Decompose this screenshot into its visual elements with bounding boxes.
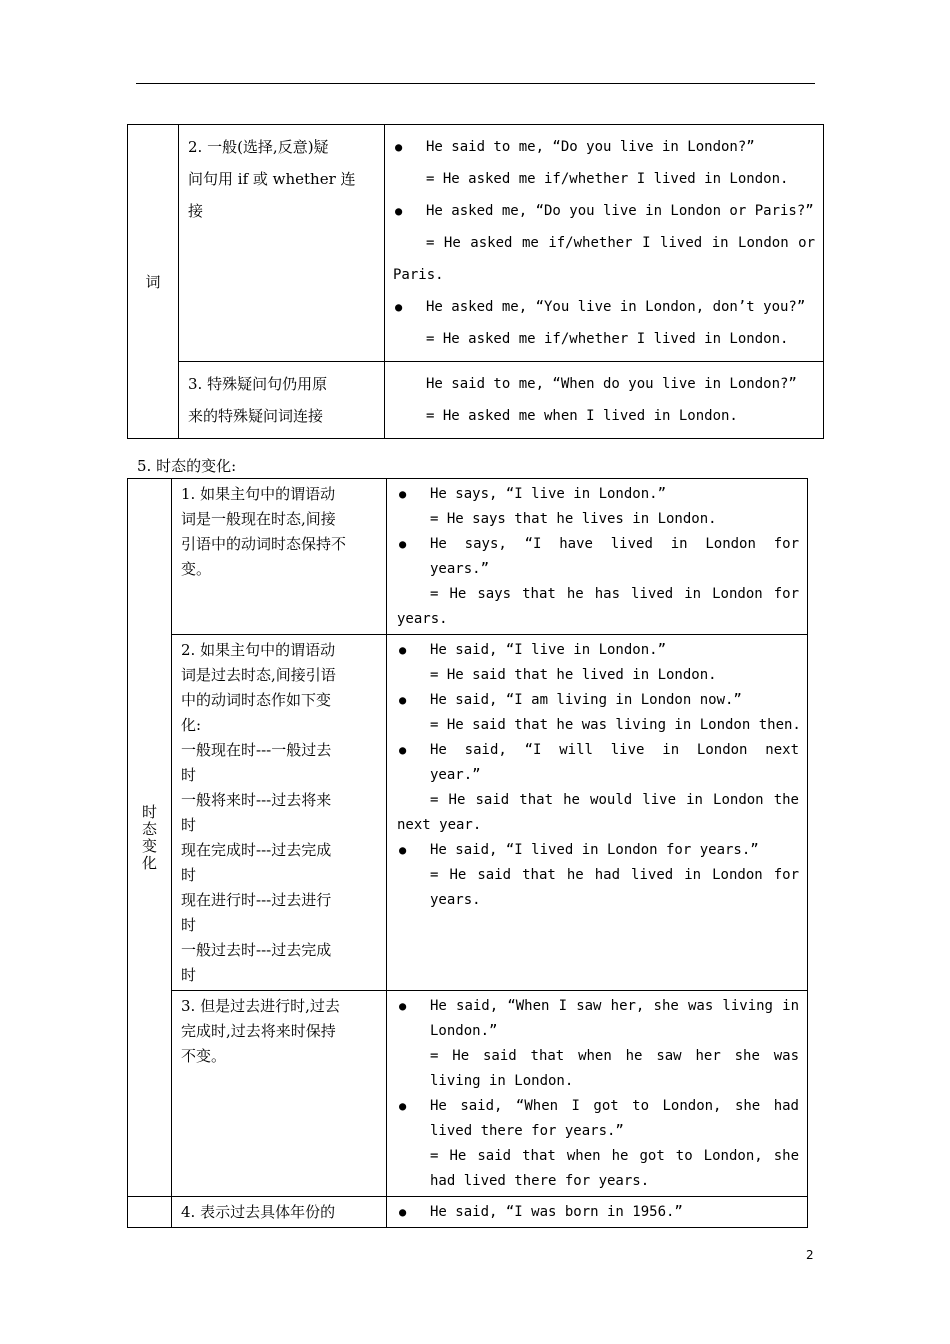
example-line: = He said that he would live in London the <box>430 792 799 808</box>
example-line: years. <box>430 892 481 908</box>
example-line: = He said that he had lived in London for <box>430 867 799 883</box>
example-line: = He asked me when I lived in London. <box>426 408 738 424</box>
rule-line: 变。 <box>181 560 212 578</box>
table-row <box>128 479 808 635</box>
rule-line: 中的动词时态作如下变 <box>181 691 332 709</box>
example-line: had lived there for years. <box>430 1173 650 1189</box>
rule-cell <box>172 635 387 991</box>
example-line: = He said that when he saw her she was <box>430 1048 799 1064</box>
table-row <box>128 362 824 439</box>
rule-cell <box>172 1197 387 1228</box>
rule-line: 4. 表示过去具体年份的 <box>181 1203 336 1221</box>
rule-line: 问句用 if 或 whether 连 <box>188 170 356 188</box>
rule-line: 化: <box>181 716 202 734</box>
rule-line: 2. 如果主句中的谓语动 <box>181 641 336 659</box>
example-line: ● He asked me, “You live in London, don’t you?” <box>393 291 815 323</box>
side-label-cell <box>128 479 172 1197</box>
rule-cell <box>172 479 387 635</box>
example-line: Paris. <box>393 267 444 283</box>
table-row <box>128 125 824 362</box>
rule-cell <box>179 125 385 362</box>
example-line: = He said that he was living in London then. <box>430 717 801 733</box>
example-line: = He said that he lived in London. <box>430 667 717 683</box>
example-line: = He asked me if/whether I lived in London or <box>426 235 815 251</box>
example-line: = He says that he lives in London. <box>430 511 717 527</box>
rule-line: 3. 特殊疑问句仍用原 <box>188 375 328 393</box>
rule-line: 现在进行时---过去进行 <box>181 891 332 909</box>
example-line: = He said that when he got to London, she <box>430 1148 799 1164</box>
example-line: ● He said, “I live in London.” <box>397 638 799 663</box>
rule-cell <box>179 362 385 439</box>
rule-cell <box>172 991 387 1197</box>
example-line: = He says that he has lived in London for <box>430 586 799 602</box>
example-line: ● He says, “I live in London.” <box>397 482 799 507</box>
rule-line: 一般将来时---过去将来 <box>181 791 332 809</box>
example-line: ● He says, “I have lived in London for <box>397 532 799 557</box>
rule-line: 引语中的动词时态保持不 <box>181 535 347 553</box>
rule-line: 3. 但是过去进行时,过去 <box>181 997 340 1015</box>
rule-line: 词是一般现在时态,间接 <box>181 510 336 528</box>
example-line: ● He said, “When I saw her, she was living in <box>397 994 799 1019</box>
section-title: 5. 时态的变化: <box>137 457 237 475</box>
example-line: London.” <box>430 1023 498 1039</box>
example-line: year.” <box>430 767 481 783</box>
header-rule <box>136 83 815 84</box>
rule-line: 时 <box>181 766 197 784</box>
rule-line: 时 <box>181 866 197 884</box>
example-cell <box>385 362 824 439</box>
example-cell <box>385 125 824 362</box>
example-cell <box>387 635 808 991</box>
table-row <box>128 1197 808 1228</box>
example-line: years.” <box>430 561 490 577</box>
example-line: next year. <box>397 817 482 833</box>
example-cell <box>387 1197 808 1228</box>
rule-line: 接 <box>188 202 204 220</box>
example-line: ● He said, “When I got to London, she had <box>397 1094 799 1119</box>
example-line: ● He said, “I was born in 1956.” <box>397 1200 799 1225</box>
table-row <box>128 991 808 1197</box>
example-line: = He asked me if/whether I lived in London. <box>426 171 789 187</box>
example-cell <box>387 479 808 635</box>
rule-line: 时 <box>181 966 197 984</box>
rule-line: 1. 如果主句中的谓语动 <box>181 485 336 503</box>
rule-line: 现在完成时---过去完成 <box>181 841 332 859</box>
rule-line: 一般现在时---一般过去 <box>181 741 332 759</box>
rule-line: 一般过去时---过去完成 <box>181 941 332 959</box>
example-line: ● He said to me, “Do you live in London?” <box>393 131 815 163</box>
rule-line: 2. 一般(选择,反意)疑 <box>188 138 329 156</box>
example-cell <box>387 991 808 1197</box>
reported-questions-table <box>127 124 824 439</box>
example-line: living in London. <box>430 1073 574 1089</box>
side-label: 时态变化 <box>142 802 158 872</box>
example-line: He said to me, “When do you live in London?” <box>426 376 797 392</box>
table-row <box>128 635 808 991</box>
page-number: 2 <box>806 1248 814 1262</box>
rule-line: 时 <box>181 816 197 834</box>
rule-line: 词是过去时态,间接引语 <box>181 666 336 684</box>
example-line: lived there for years.” <box>430 1123 624 1139</box>
rule-line: 时 <box>181 916 197 934</box>
rule-line: 完成时,过去将来时保持 <box>181 1022 336 1040</box>
side-label: 词 <box>145 273 161 291</box>
example-line: years. <box>397 611 448 627</box>
example-line: ● He asked me, “Do you live in London or Paris?” <box>393 195 815 227</box>
side-label-cell <box>128 1197 172 1228</box>
example-line: = He asked me if/whether I lived in London. <box>426 331 789 347</box>
example-line: ● He said, “I lived in London for years.” <box>397 838 799 863</box>
rule-line: 来的特殊疑问词连接 <box>188 407 324 425</box>
side-label-cell <box>128 125 179 439</box>
tense-change-table <box>127 478 808 1228</box>
example-line: ● He said, “I am living in London now.” <box>397 688 799 713</box>
example-line: ● He said, “I will live in London next <box>397 738 799 763</box>
rule-line: 不变。 <box>181 1047 227 1065</box>
